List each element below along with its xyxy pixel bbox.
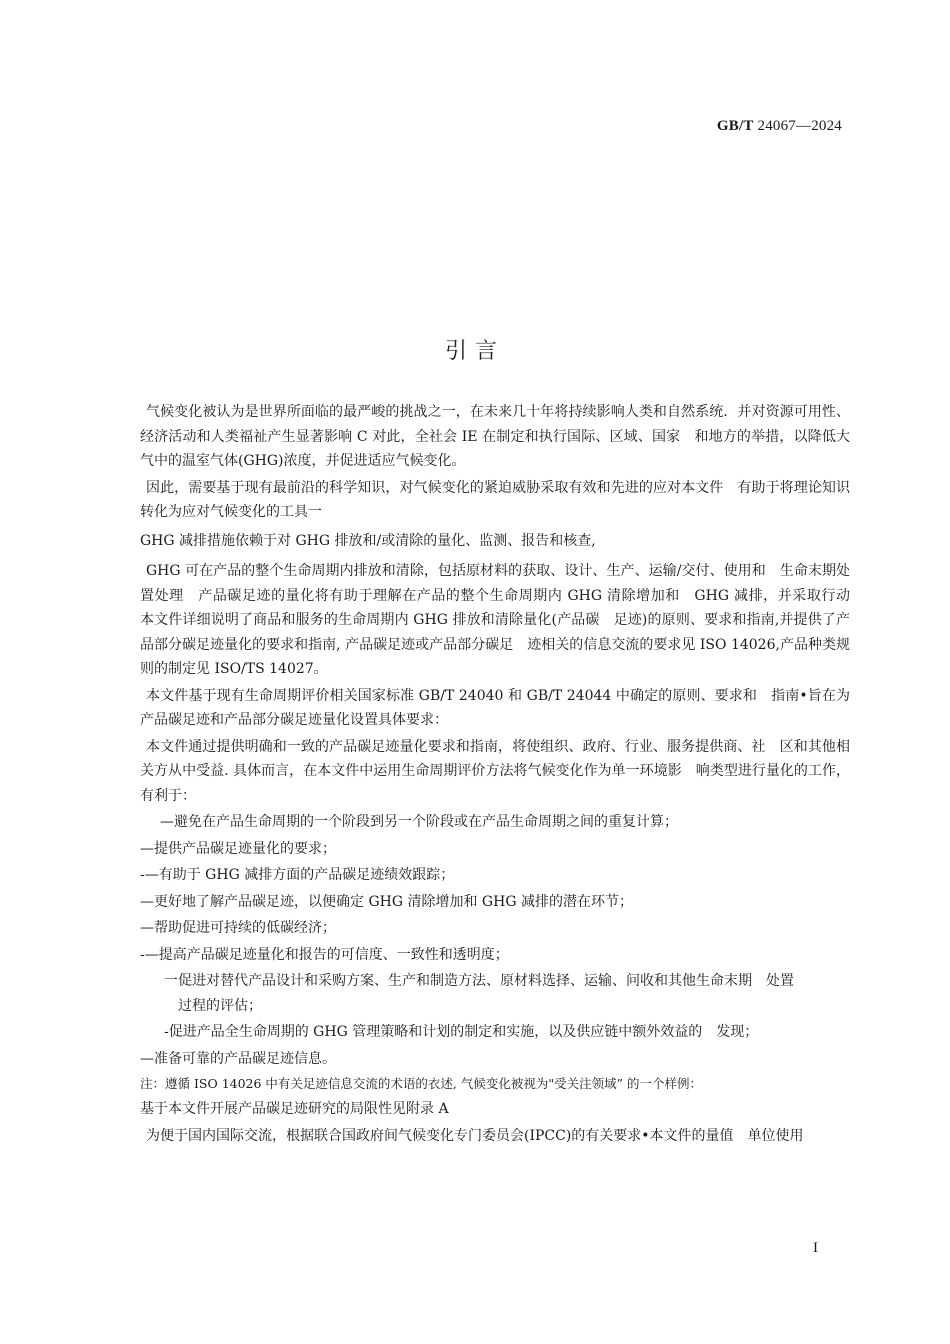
paragraph-4: GHG 可在产品的整个生命周期内排放和清除，包括原材料的获取、设计、生产、运输/交付、使用和 生命末期处置处理 产品碳足迹的量化将有助于理解在产品的整个生命周期内 GHG 清除增加和 GHG 减排，并采取行动 本文件详细说明了商品和服务的生命周期内 GHG 排放和清除量化(产品碳 足迹)的原则、要求和指南,并提供了产品部分碳足迹量化的要求和指南, 产品碳足迹或产品部分碳足 迹相关的信息交流的要求见 ISO 14026,产品种类规则的制定见 ISO/TS 14027。 — [140, 563, 864, 677]
list-item: —提供产品碳足迹量化的要求； — [140, 840, 336, 857]
page-title: 引言 — [444, 339, 505, 364]
paragraph-2: 因此，需要基于现有最前沿的科学知识，对气候变化的紧迫威胁采取有效和先进的应对本文件 有助于将理论知识转化为应对气候变化的工具一 — [140, 479, 850, 520]
standard-code-number: 24067—2024 — [753, 118, 842, 134]
standard-code-prefix: GB/T — [716, 118, 754, 134]
list-item: —准备可靠的产品碳足迹信息。 — [140, 1050, 336, 1067]
closing-paragraph: 为便于国内国际交流，根据联合国政府间气候变化专门委员会(IPCC)的有关要求•本文件的量值 单位使用 — [146, 1127, 804, 1144]
paragraph-3: GHG 减排措施依赖于对 GHG 排放和/或清除的量化、监测、报告和核查, — [140, 532, 596, 549]
paragraph-6: 本文件通过提供明确和一致的产品碳足迹量化要求和指南，将使组织、政府、行业、服务提供商、社 区和其他相关方从中受益. 具体而言，在本文件中运用生命周期评价方法将气候变化作为单一环境影 响类型进行量化的工作，有利于： — [140, 738, 850, 804]
list-item: —避免在产品生命周期的一个阶段到另一个阶段或在产品生命周期之间的重复计算； — [160, 814, 678, 830]
sub-list-item-text: 一促进对替代产品设计和采购方案、生产和制造方法、原材料选择、运输、问收和其他生命末期 处置 — [164, 973, 794, 989]
document-body — [140, 400, 864, 1150]
sub-list-item-text: -促进产品全生命周期的 GHG 管理策略和计划的制定和实施，以及供应链中额外效益的 发现； — [164, 1024, 759, 1040]
note: 注：遵循 ISO 14026 中有关足迹信息交流的术语的衣述, 气候变化被视为"受关注领域” 的一个样例： — [140, 1076, 702, 1091]
closing-paragraph: 基于本文件开展产品碳足迹研究的局限性见附录 A — [140, 1101, 449, 1117]
sub-list-item-continuation: 过程的评估； — [178, 997, 262, 1014]
paragraph-5: 本文件基于现有生命周期评价相关国家标准 GB/T 24040 和 GB/T 24044 中确定的原则、要求和 指南•旨在为产品碳足迹和产品部分碳足迹量化设置具体要求： — [140, 687, 850, 728]
sub-list-item — [140, 969, 850, 1018]
paragraph-1: 气候变化被认为是世界所面临的最严峻的挑战之一，在未来几十年将持续影响人类和自然系统．并对资源可用性、经济活动和人类福祉产生显著影响 C 对此，全社会 IE 在制定和执行国际、区域、国家 和地方的举措，以降低大气中的温室气体(GHG)浓度，并促进适应气候变化。 — [140, 404, 850, 469]
page-number: I — [813, 1240, 818, 1256]
sub-list-item — [140, 1020, 850, 1045]
list-item: —帮助促进可持续的低碳经济； — [140, 920, 336, 936]
list-item: -—有助于 GHG 减排方面的产品碳足迹绩效跟踪； — [140, 867, 455, 883]
list-item: —更好地了解产品碳足迹，以便确定 GHG 清除增加和 GHG 减排的潜在环节； — [140, 893, 633, 910]
list-item: -—提高产品碳足迹量化和报告的可信度、一致性和透明度； — [140, 946, 509, 963]
standard-code — [717, 118, 842, 135]
